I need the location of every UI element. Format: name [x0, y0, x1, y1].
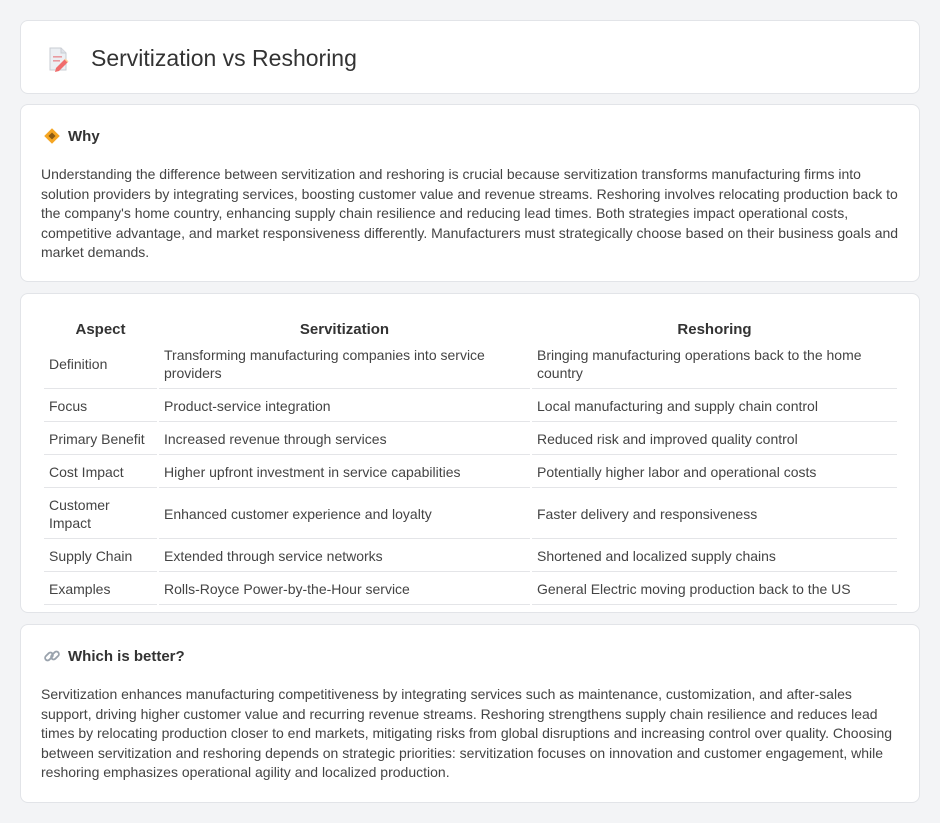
comparison-section [20, 293, 920, 613]
reshoring-cell: General Electric moving production back to the US [532, 574, 897, 605]
document-pencil-icon [47, 46, 71, 72]
aspect-cell: Focus [44, 391, 157, 422]
servitization-cell: Enhanced customer experience and loyalty [159, 490, 530, 539]
better-heading: Which is better? [68, 647, 185, 665]
link-icon [43, 647, 61, 665]
table-row [44, 541, 897, 572]
servitization-cell: Extended through service networks [159, 541, 530, 572]
servitization-cell: Increased revenue through services [159, 424, 530, 455]
why-heading: Why [68, 127, 100, 145]
table-header-row [44, 318, 897, 338]
header-servitization: Servitization [299, 320, 390, 338]
diamond-sign-icon [43, 127, 61, 145]
table-row [44, 424, 897, 455]
aspect-cell: Supply Chain [44, 541, 157, 572]
aspect-cell: Customer Impact [44, 490, 157, 539]
reshoring-cell: Faster delivery and responsiveness [532, 490, 897, 539]
better-text: Servitization enhances manufacturing competitiveness by integrating services such as maintenance, customization, and after-sales support, driving higher customer value and recurring revenue streams. Reshoring strengthens supply chain resilience and reduces lead times by relocating production closer to end markets, mitigating risks from global disruptions and increasing control over quality. Choosing between servitization and reshoring depends on strategic priorities: servitization focuses on innovation and customer engagement, while reshoring emphasizes operational agility and localized production. [41, 686, 893, 781]
servitization-cell: Product-service integration [159, 391, 530, 422]
header-reshoring: Reshoring [677, 320, 752, 338]
why-text: Understanding the difference between servitization and reshoring is crucial because servitization transforms manufacturing firms into solution providers by integrating services, boosting customer value and revenue streams. Reshoring involves relocating production back to the company's home country, enhancing supply chain resilience and reducing lead times. Both strategies impact operational costs, competitive advantage, and market responsiveness differently. Manufacturers must strategically choose based on their business goals and market demands. [41, 166, 899, 261]
aspect-cell: Definition [44, 340, 157, 389]
servitization-cell: Higher upfront investment in service capabilities [159, 457, 530, 488]
servitization-cell: Rolls-Royce Power-by-the-Hour service [159, 574, 530, 605]
table-row [44, 457, 897, 488]
reshoring-cell: Local manufacturing and supply chain control [532, 391, 897, 422]
comparison-table [42, 316, 899, 607]
table-row [44, 391, 897, 422]
table-row [44, 574, 897, 605]
table-row [44, 340, 897, 389]
aspect-cell: Primary Benefit [44, 424, 157, 455]
servitization-cell: Transforming manufacturing companies into service providers [159, 340, 530, 389]
header-aspect: Aspect [75, 320, 126, 338]
reshoring-cell: Reduced risk and improved quality control [532, 424, 897, 455]
table-row [44, 490, 897, 539]
which-is-better-section [20, 624, 920, 803]
title-card [20, 20, 920, 94]
page-title: Servitization vs Reshoring [91, 45, 357, 71]
why-section [20, 104, 920, 282]
aspect-cell: Examples [44, 574, 157, 605]
aspect-cell: Cost Impact [44, 457, 157, 488]
reshoring-cell: Potentially higher labor and operational costs [532, 457, 897, 488]
reshoring-cell: Bringing manufacturing operations back to the home country [532, 340, 897, 389]
reshoring-cell: Shortened and localized supply chains [532, 541, 897, 572]
